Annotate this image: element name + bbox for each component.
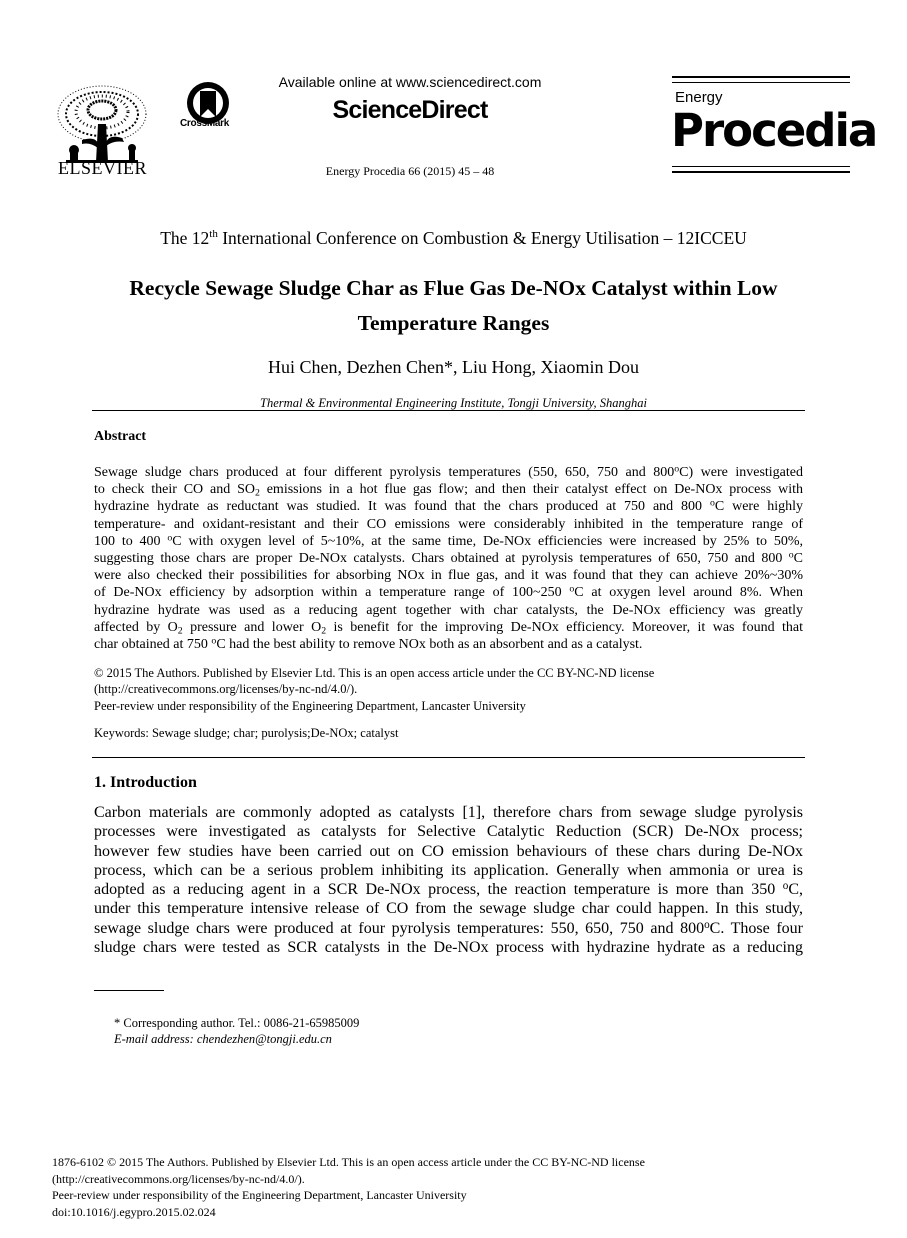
journal-logo-rule <box>672 171 850 173</box>
footer-license-link[interactable]: (http://creativecommons.org/licenses/by-nc-nd/4.0/). <box>52 1171 305 1186</box>
intro-line: adopted as a reducing agent in a SCR De-NOx process, the reaction temperature is more than 350 $^o$C, <box>94 880 804 899</box>
journal-logo-procedia: Procedia <box>671 104 877 157</box>
sciencedirect-brand: ScienceDirect <box>332 96 488 124</box>
intro-line: process, which can be a serious problem inhibiting its application. Generally when ammonia or urea is <box>94 861 803 879</box>
journal-logo-rule <box>672 82 850 83</box>
divider <box>92 757 805 758</box>
author-list: Hui Chen, Dezhen Chen*, Liu Hong, Xiaomin Dou <box>268 357 639 377</box>
journal-logo-energy: Energy <box>675 89 723 106</box>
crossmark-label: CrossMark <box>180 118 229 129</box>
page-footer <box>52 1154 645 1220</box>
conference-prefix: The 12 <box>160 228 210 248</box>
abstract-line: char obtained at 750 $^o$C had the best ability to remove NOx both as an absorbent and as a catalyst. <box>94 635 643 653</box>
doi[interactable]: doi:10.1016/j.egypro.2015.02.024 <box>52 1204 216 1219</box>
journal-logo-rule <box>672 166 850 167</box>
journal-logo-rule <box>672 76 850 78</box>
abstract-line: Sewage sludge chars produced at four different pyrolysis temperatures (550, 650, 750 and 800$^o$C) were investigated <box>94 463 803 480</box>
intro-line: sludge chars were tested as SCR catalysts in the De-NOx process with hydrazine hydrate as a reducing <box>94 939 803 957</box>
abstract-line: temperature- and oxidant-resistant and their CO emissions were considerably inhibited in the temperature range of <box>94 516 803 532</box>
paper-title: Recycle Sewage Sludge Char as Flue Gas De-NOx Catalyst within Low Temperature Ranges <box>129 276 778 335</box>
section-heading-introduction: 1. Introduction <box>94 774 197 791</box>
keywords: Keywords: Sewage sludge; char; purolysis;De-NOx; catalyst <box>94 726 399 740</box>
intro-line: sewage sludge chars were produced at four pyrolysis temperatures: 550, 650, 750 and 800$^o$C. Those four <box>94 918 804 937</box>
abstract-line: of De-NOx efficiency by adsorption within a temperature range of 100~250 $^o$C at oxygen level around 8%. When <box>94 584 803 601</box>
abstract-line: to check their CO and $SO_2$ emissions in a hot flue gas flow; and then their catalyst effect on De-NOx process with <box>94 482 803 499</box>
conference-name <box>0 228 907 249</box>
license-link[interactable]: (http://creativecommons.org/licenses/by-nc-nd/4.0/). <box>94 682 358 697</box>
conference-rest: International Conference on Combustion & Energy Utilisation – 12ICCEU <box>217 228 747 248</box>
abstract-line: hydrazine hydrate was used as a reducing agent together with char catalysts, the De-NOx efficiency was greatly <box>94 602 803 618</box>
abstract-line: suggesting those chars are proper De-NOx catalysts. Chars obtained at pyrolysis temperatures of 650, 750 and 800 $^o$C <box>94 549 803 567</box>
journal-citation: Energy Procedia 66 (2015) 45 – 48 <box>325 164 495 178</box>
affiliation: Thermal & Environmental Engineering Institute, Tongji University, Shanghai <box>260 396 647 410</box>
available-online-text: Available online at www.sciencedirect.com <box>278 74 542 90</box>
abstract-line: hydrazine hydrate as reductant was studied. It was found that the chars produced at 750 and 800 $^o$C were highly <box>94 498 803 515</box>
intro-line: Carbon materials are commonly adopted as catalysts [1], therefore chars from sewage sludge pyrolysis <box>94 804 803 821</box>
introduction-text <box>94 803 803 957</box>
abstract-line: were also checked their possibilities for absorbing NOx in flue gas, and it was found that they can achieve 20%~30% <box>94 568 803 584</box>
abstract-heading: Abstract <box>94 429 147 444</box>
conference-ordinal: th <box>209 228 218 241</box>
intro-line: processes were investigated as catalysts for Selective Catalytic Reduction (SCR) De-NOx process; <box>94 823 803 841</box>
abstract-line: 100 to 400 $^o$C with oxygen level of 5~10%, at the same time, De-NOx efficiencies were increased by 25% to 50%, <box>94 532 803 549</box>
license-notice <box>94 665 803 714</box>
abstract-line: affected by $O_2$ pressure and lower $O_2$ is benefit for the improving De-NOx efficiency. Moreover, it was found that <box>94 619 803 637</box>
intro-line: however few studies have been carried out on CO emission behaviours of these chars during De-NOx <box>94 842 803 860</box>
footer-peer-review: Peer-review under responsibility of the Engineering Department, Lancaster University <box>52 1188 467 1203</box>
footnote-rule <box>94 990 164 991</box>
publisher-name: ELSEVIER <box>58 158 147 178</box>
abstract-text <box>94 464 803 653</box>
divider <box>92 410 805 411</box>
corresponding-author: * Corresponding author. Tel.: 0086-21-65985009 <box>114 1016 360 1030</box>
license-line: © 2015 The Authors. Published by Elsevier Ltd. This is an open access article under the CC BY-NC-ND license <box>94 666 655 680</box>
peer-review-line: Peer-review under responsibility of the Engineering Department, Lancaster University <box>94 698 526 713</box>
author-email[interactable]: E-mail address: chendezhen@tongji.edu.cn <box>114 1032 332 1047</box>
footer-copyright: 1876-6102 © 2015 The Authors. Published by Elsevier Ltd. This is an open access article under the CC BY-NC-ND license <box>52 1155 645 1169</box>
intro-line: under this temperature intensive release of CO from the sewage sludge char could happen. In this study, <box>94 900 803 918</box>
footnote <box>114 1015 359 1048</box>
